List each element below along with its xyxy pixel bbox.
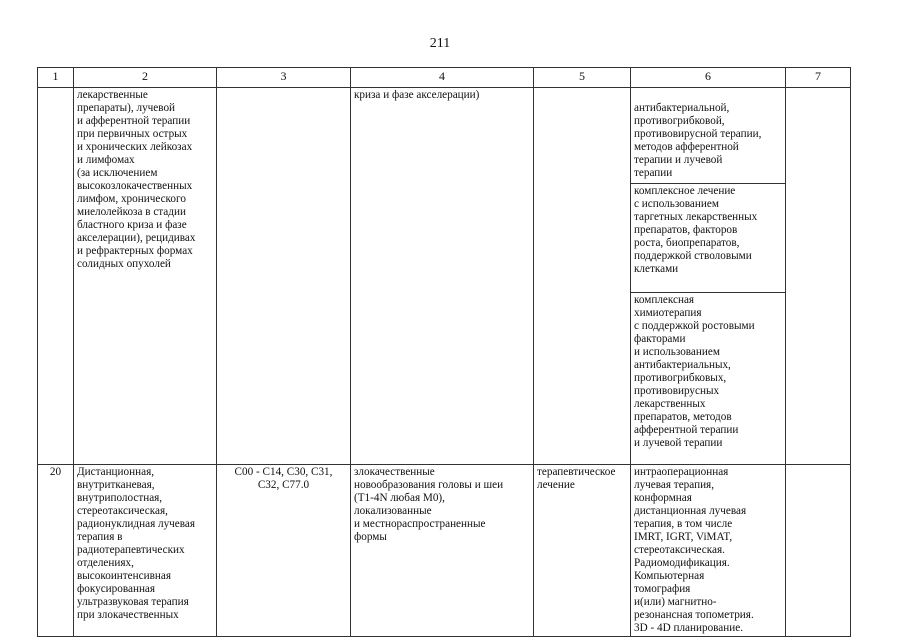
cell-method: Дистанционная, внутритканевая, внутриполостная, стереотаксическая, радионуклидная лучевая терапия в радиотерапевтических отделениях, высокоинтенсивная фокусированная ультразвуковая терапия при злокачественных bbox=[74, 465, 217, 637]
cell-method: лекарственные препараты), лучевой и афферентной терапии при первичных острых и хронических лейкозах и лимфомах (за исключением высокозлокачественных лимфом, хронического миелолейкоза в стадии бластного криза и фазе акселерации), рецидивах и рефрактерных формах солидных опухолей bbox=[74, 88, 217, 465]
page-number: 211 bbox=[429, 36, 451, 51]
cell-number bbox=[38, 88, 74, 465]
header-col-6: 6 bbox=[631, 68, 786, 88]
header-col-7: 7 bbox=[786, 68, 851, 88]
cell-number: 20 bbox=[38, 465, 74, 637]
cell-cost bbox=[786, 88, 851, 465]
header-col-1: 1 bbox=[38, 68, 74, 88]
treatment-method-item: комплексная химиотерапия с поддержкой ростовыми факторами и использованием антибактериальных, противогрибковых, противовирусных лекарственных препаратов, методов афферентной терапии и лучевой терапии bbox=[631, 292, 785, 451]
header-col-2: 2 bbox=[74, 68, 217, 88]
table-row-20 bbox=[38, 465, 851, 637]
cell-patient-model: злокачественные новообразования головы и шеи (T1-4N любая M0), локализованные и местнораспространенные формы bbox=[351, 465, 534, 637]
treatment-method-item: антибактериальной, противогрибковой, противовирусной терапии, методов афферентной терапии и лучевой терапии bbox=[634, 102, 762, 179]
table-row-continued bbox=[38, 88, 851, 465]
cell-icd-codes: C00 - C14, C30, C31, C32, C77.0 bbox=[217, 465, 351, 637]
cell-icd-codes bbox=[217, 88, 351, 465]
header-col-4: 4 bbox=[351, 68, 534, 88]
treatment-method-item: комплексное лечение с использованием таргетных лекарственных препаратов, факторов роста, биопрепаратов, поддержкой стволовыми клетками bbox=[631, 183, 785, 279]
cell-patient-model: криза и фазе акселерации) bbox=[351, 88, 534, 465]
cell-treatment-methods: интраоперационная лучевая терапия, конформная дистанционная лучевая терапия, в том числе IMRT, IGRT, ViMAT, стереотаксическая. Радиомодификация. Компьютерная томография и(или) магнитно- резонансная топометрия. 3D - 4D планирование. bbox=[631, 465, 786, 637]
cell-treatment-type: терапевтическое лечение bbox=[534, 465, 631, 637]
cell-treatment-type bbox=[534, 88, 631, 465]
header-col-3: 3 bbox=[217, 68, 351, 88]
cell-treatment-methods bbox=[631, 88, 786, 465]
header-col-5: 5 bbox=[534, 68, 631, 88]
cell-cost bbox=[786, 465, 851, 637]
table-header-row bbox=[38, 68, 851, 88]
medical-services-table bbox=[37, 67, 851, 637]
